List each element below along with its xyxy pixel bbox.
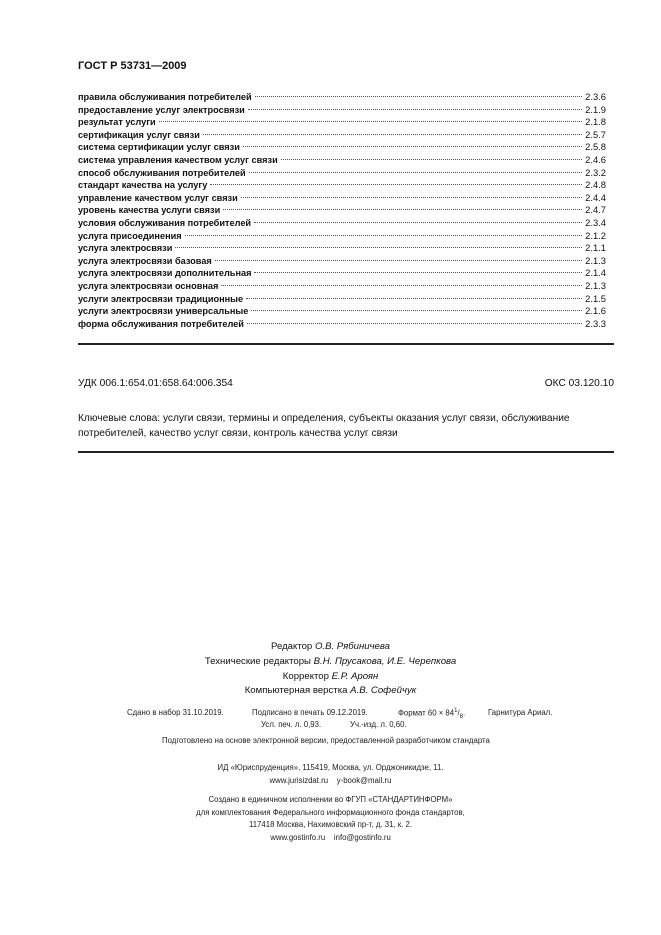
dot-leader [221,285,582,286]
index-ref: 2.1.3 [585,254,606,266]
dot-leader [175,247,582,248]
index-ref: 2.3.6 [585,91,606,102]
index-ref: 2.4.8 [585,179,606,191]
index-term: услуга электросвязи дополнительная [78,268,252,279]
dot-leader [251,310,582,311]
address-line: 117418 Москва, Нахимовский пр-т, д. 31, к. 2. [248,820,413,830]
index-row [78,116,606,129]
index-term: правила обслуживания потребителей [78,92,252,102]
index-row [78,293,606,306]
dot-leader [215,260,582,261]
index-row [78,242,606,255]
index-row [78,129,606,142]
dot-leader [185,235,582,236]
credit-role: Компьютерная верстка [244,685,348,697]
dot-leader [254,222,582,223]
dot-leader [241,197,582,198]
credit-layout [0,684,661,699]
gostinfo-website-link[interactable]: www.gostinfo.ru [270,832,326,842]
udc-code: УДК 006.1:654.01:658.64:006.354 [78,378,233,389]
index-ref: 2.5.7 [585,128,606,140]
index-row [78,305,606,318]
index-ref: 2.1.4 [585,267,606,279]
dot-leader [246,298,582,299]
oks-code: ОКС 03.120.10 [544,378,614,389]
dot-leader [248,109,582,110]
divider-top [78,343,614,345]
print-sheets: Усл. печ. л. 0,93. [261,720,322,729]
divider-bottom [78,451,614,453]
index-row [78,104,606,117]
index-ref: 2.3.3 [585,317,606,329]
index-ref: 2.1.8 [585,116,606,128]
index-term: стандарт качества на услугу [78,180,208,191]
index-ref: 2.1.2 [585,229,606,241]
credit-person: Е.Р. Ароян [331,670,379,682]
index-ref: 2.5.8 [585,141,606,153]
credit-person: В.Н. Прусакова, И.Е. Черепкова [313,655,457,667]
publisher-sheets: Уч.-изд. л. 0,60. [350,720,407,729]
dot-leader [255,96,583,97]
index-row [78,167,606,180]
index-ref: 2.4.4 [585,191,606,203]
format-info: Формат $60 \times 84^1/_8$. [398,708,466,721]
index-term: услуги электросвязи традиционные [78,293,244,304]
index-term: система управления качеством услуг связи [78,154,278,165]
dot-leader [247,323,582,324]
standard-code-header: ГОСТ Р 53731—2009 [78,60,187,72]
dot-leader [210,184,582,185]
index-row [78,192,606,205]
index-term: услуга присоединения [78,230,182,241]
credit-role: Технические редакторы [204,655,311,667]
index-row [78,204,606,217]
typeset-date: Сдано в набор 31.10.2019. [127,708,224,717]
dot-leader [243,146,582,147]
alphabetical-term-index [78,91,606,330]
index-ref: 2.4.6 [585,153,606,165]
index-term: результат услуги [78,117,156,128]
index-term: предоставление услуг электросвязи [78,104,245,115]
font-info: Гарнитура Ариал. [488,708,553,717]
index-row [78,255,606,268]
index-row [78,230,606,243]
dot-leader [249,172,582,173]
credit-corrector [0,670,661,685]
spacer [0,787,661,794]
index-term: сертификация услуг связи [78,129,200,140]
index-term: форма обслуживания потребителей [78,318,244,329]
credit-role: Корректор [282,670,329,682]
index-term: услуга электросвязи базовая [78,255,212,266]
contacts-line [0,832,661,845]
index-ref: 2.4.7 [585,204,606,216]
dot-leader [203,134,582,135]
index-ref: 2.1.1 [585,242,606,254]
index-term: услуга электросвязи [78,243,173,254]
index-ref: 2.3.2 [585,166,606,178]
credit-editor [0,640,661,655]
index-row [78,141,606,154]
created-line: Создано в единичном исполнении во ФГУП «СТАНДАРТИНФОРМ» [208,795,453,805]
index-term: управление качеством услуг связи [78,192,238,203]
publisher-line: ИД «Юриспруденция», 115419, Москва, ул. Орджоникидзе, 11. [217,763,444,772]
format-prefix: Формат 60 × 84 [398,708,455,718]
index-row [78,91,606,104]
index-ref: 2.1.3 [585,279,606,291]
index-term: уровень качества услуги связи [78,205,221,216]
dot-leader [223,209,582,210]
format-denominator: 8 [459,714,463,721]
index-term: система сертификации услуг связи [78,142,240,153]
index-term: услуги электросвязи универсальные [78,306,249,317]
credit-person: А.В. Софейчук [350,685,417,697]
index-row [78,179,606,192]
gostinfo-email-link[interactable]: info@gostinfo.ru [333,832,391,842]
credit-tech-editors [0,655,661,670]
publisher-email-link[interactable]: y-book@mail.ru [336,775,392,785]
index-ref: 2.1.6 [585,305,606,317]
dot-leader [254,272,582,273]
index-row [78,217,606,230]
imprint [0,762,661,845]
publisher-website-link[interactable]: www.jurisizdat.ru [269,775,329,785]
publisher-contacts [0,775,661,788]
index-row [78,267,606,280]
credit-role: Редактор [270,641,313,652]
dot-leader [159,121,582,122]
index-row [78,318,606,331]
index-term: условия обслуживания потребителей [78,217,252,228]
index-term: услуга электросвязи основная [78,280,219,291]
credit-person: О.В. Рябиничева [314,641,391,652]
format-numerator: 1 [454,708,458,714]
index-ref: 2.1.9 [585,103,606,115]
index-row [78,154,606,167]
created-for-line: для комплектования Федерального информационного фонда стандартов, [196,807,465,817]
signed-date: Подписано в печать 09.12.2019. [252,708,368,717]
prepared-note: Подготовлено на основе электронной версии, предоставленной разработчиком стандарта [162,736,490,745]
editorial-credits [0,640,661,699]
index-row [78,280,606,293]
keywords-text: Ключевые слова: услуги связи, термины и определения, субъекты оказания услуг связи, обслуживание потребителей, качество услуг связи, контроль качества услуг связи [78,413,570,439]
dot-leader [281,159,582,160]
index-ref: 2.3.4 [585,216,606,228]
index-ref: 2.1.5 [585,292,606,304]
index-term: способ обслуживания потребителей [78,167,246,178]
